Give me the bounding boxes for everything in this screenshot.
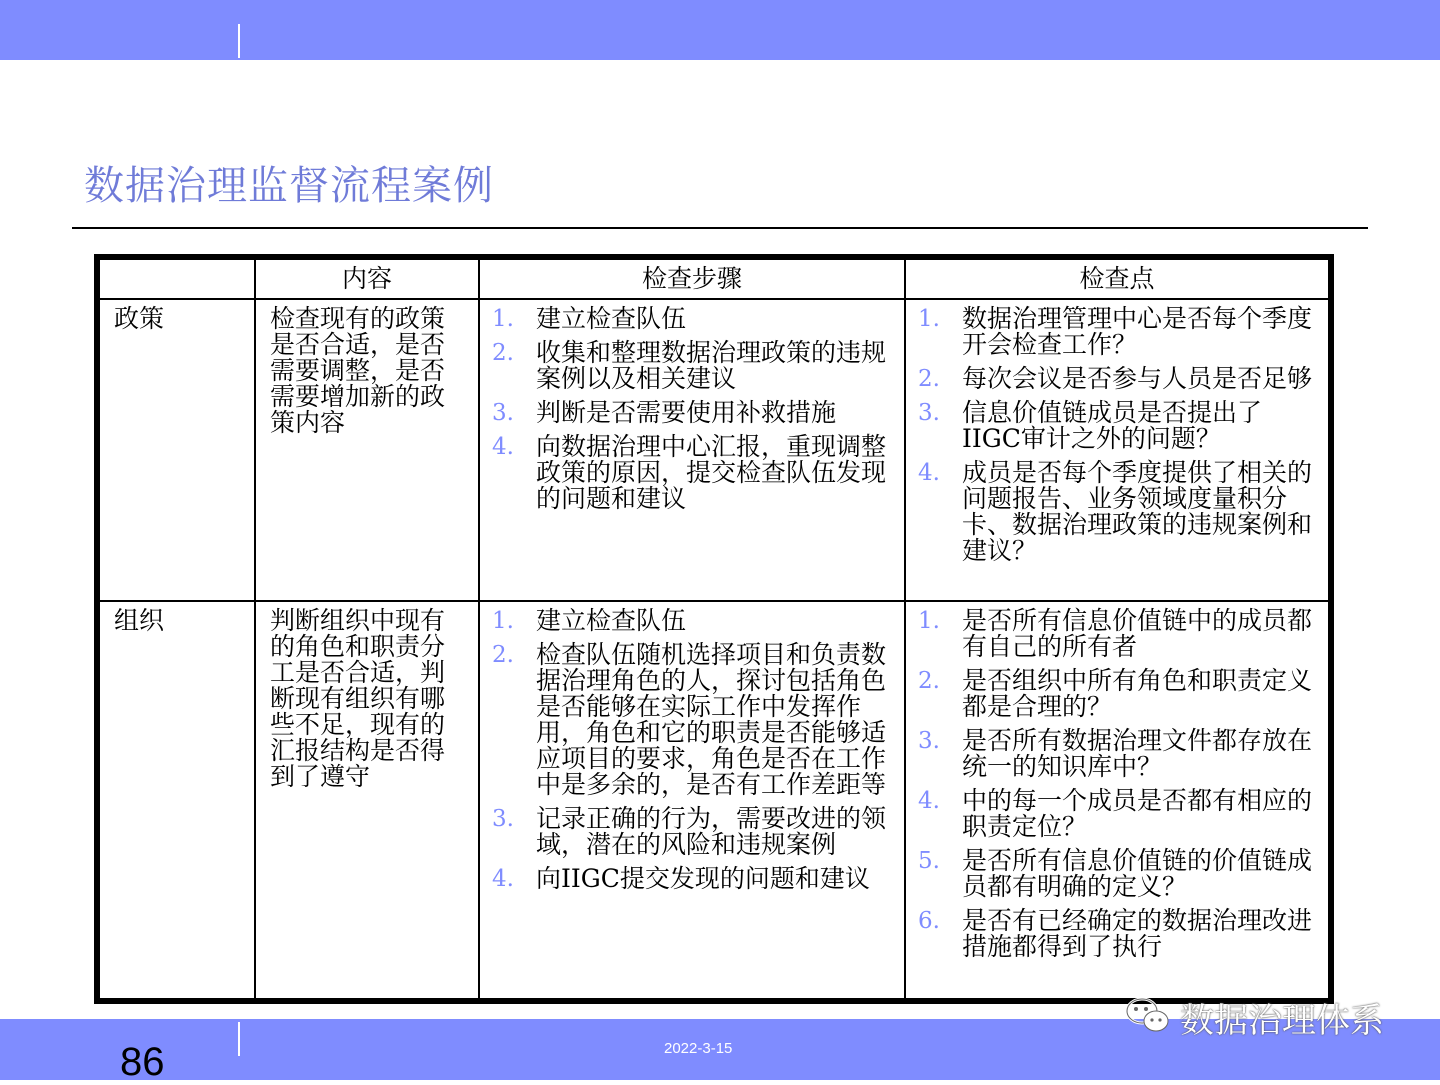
list-item: 1. 建立检查队伍: [492, 304, 687, 333]
list-item: 4. 成员是否每个季度提供了相关的问题报告、业务领域度量积分卡、数据治理政策的违规案例和建议？: [918, 458, 1313, 565]
header-steps: 检查步骤: [479, 259, 905, 299]
list-item: 1. 数据治理管理中心是否每个季度开会检查工作？: [918, 304, 1313, 359]
checkpoints-list: [906, 306, 1328, 564]
list-item: 5. 是否所有信息价值链的价值链成员都有明确的定义？: [918, 846, 1313, 901]
list-item: 4. 向IIGC提交发现的问题和建议: [492, 864, 870, 893]
list-item: 1. 建立检查队伍: [492, 606, 687, 635]
table-row-organization: [99, 601, 1329, 999]
page-number: 86: [120, 1040, 165, 1084]
review-table: [94, 254, 1334, 1004]
row-category: 组织: [99, 601, 255, 999]
steps-list: [480, 306, 904, 512]
row-content: 判断组织中现有的角色和职责分工是否合适，判断现有组织有哪些不足，现有的汇报结构是否得到了遵守: [255, 601, 479, 999]
slide-date: 2022-3-15: [664, 1040, 733, 1057]
list-item: 4. 中的每一个成员是否都有相应的职责定位？: [918, 786, 1313, 841]
list-item: 1. 是否所有信息价值链中的成员都有自己的所有者: [918, 606, 1313, 661]
header-checkpoints: 检查点: [905, 259, 1329, 299]
slide-title: 数据治理监督流程案例: [84, 163, 494, 209]
table-header-row: [99, 259, 1329, 299]
row-steps: [479, 601, 905, 999]
row-steps: [479, 299, 905, 601]
list-item: 4. 向数据治理中心汇报，重现调整政策的原因，提交检查队伍发现的问题和建议: [492, 432, 887, 513]
header-blank: [99, 259, 255, 299]
list-item: 3. 判断是否需要使用补救措施: [492, 398, 837, 427]
table-row-policy: [99, 299, 1329, 601]
list-item: 3. 信息价值链成员是否提出了IIGC审计之外的问题？: [918, 398, 1263, 453]
wechat-icon: [1124, 995, 1172, 1039]
top-divider-tick: [238, 24, 240, 58]
watermark: [1124, 992, 1384, 1042]
list-item: 3. 记录正确的行为，需要改进的领域，潜在的风险和违规案例: [492, 804, 887, 859]
top-banner: [0, 0, 1440, 60]
bottom-divider-tick: [238, 1022, 240, 1056]
checkpoints-list: [906, 608, 1328, 960]
list-item: 2. 每次会议是否参与人员是否足够: [918, 364, 1313, 393]
list-item: 2. 检查队伍随机选择项目和负责数据治理角色的人，探讨包括角色是否能够在实际工作中发挥作用，角色和它的职责是否能够适应项目的要求，角色是否在工作中是多余的，是否有工作差距等: [492, 640, 887, 799]
row-checkpoints: [905, 601, 1329, 999]
row-content: 检查现有的政策是否合适，是否需要调整，是否需要增加新的政策内容: [255, 299, 479, 601]
watermark-text: 数据治理体系: [1180, 1000, 1384, 1041]
title-underline: [72, 227, 1368, 229]
header-content: 内容: [255, 259, 479, 299]
row-checkpoints: [905, 299, 1329, 601]
steps-list: [480, 608, 904, 892]
list-item: 6. 是否有已经确定的数据治理改进措施都得到了执行: [918, 906, 1313, 961]
list-item: 3. 是否所有数据治理文件都存放在统一的知识库中？: [918, 726, 1313, 781]
list-item: 2. 收集和整理数据治理政策的违规案例以及相关建议: [492, 338, 887, 393]
row-category: 政策: [99, 299, 255, 601]
review-table-grid: [98, 258, 1330, 1000]
list-item: 2. 是否组织中所有角色和职责定义都是合理的？: [918, 666, 1313, 721]
